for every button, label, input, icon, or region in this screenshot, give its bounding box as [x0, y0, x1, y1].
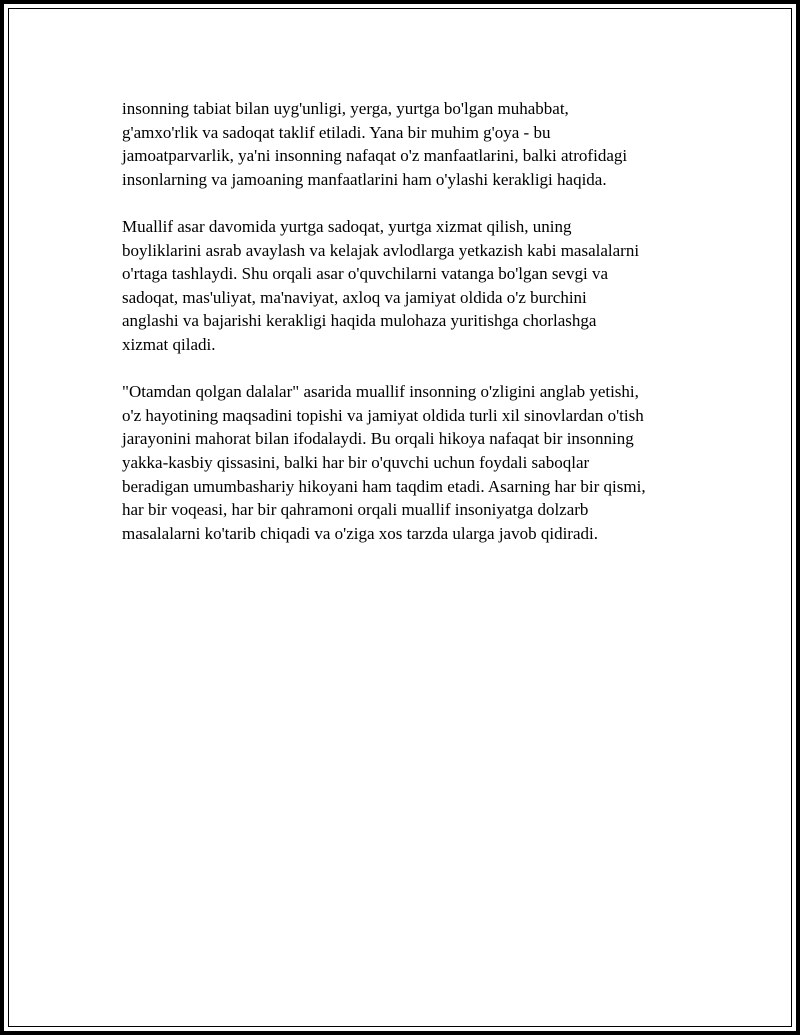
text-line: sadoqat, mas'uliyat, ma'naviyat, axloq va jamiyat oldida o'z burchini: [122, 287, 587, 307]
text-line: Muallif asar davomida yurtga sadoqat, yurtga xizmat qilish, uning: [122, 216, 572, 236]
text-line: boyliklarini asrab avaylash va kelajak avlodlarga yetkazish kabi masalalarni: [122, 240, 640, 260]
text-line: "Otamdan qolgan dalalar" asarida muallif insonning o'zligini anglab yetishi,: [122, 382, 639, 402]
document-body: [122, 97, 712, 569]
text-line: insonlarning va jamoaning manfaatlarini ham o'ylashi kerakligi haqida.: [122, 169, 607, 189]
text-line: anglashi va bajarishi kerakligi haqida mulohaza yuritishga chorlashga: [122, 311, 597, 331]
text-line: masalalarni ko'tarib chiqadi va o'ziga xos tarzda ularga javob qidiradi.: [122, 523, 598, 543]
text-line: o'z hayotining maqsadini topishi va jamiyat oldida turli xil sinovlardan o'tish: [122, 405, 644, 425]
text-line: yakka-kasbiy qissasini, balki har bir o'quvchi uchun foydali saboqlar: [122, 452, 590, 472]
text-line: insonning tabiat bilan uyg'unligi, yerga, yurtga bo'lgan muhabbat,: [122, 99, 569, 118]
paragraph-1: [122, 97, 712, 191]
text-line: beradigan umumbashariy hikoyani ham taqdim etadi. Asarning har bir qismi,: [122, 476, 646, 496]
text-line: xizmat qiladi.: [122, 334, 216, 354]
text-line: jarayonini mahorat bilan ifodalaydi. Bu orqali hikoya nafaqat bir insonning: [122, 429, 634, 449]
paragraph-3: [122, 380, 712, 545]
text-line: g'amxo'rlik va sadoqat taklif etiladi. Yana bir muhim g'oya - bu: [122, 122, 551, 142]
text-line: har bir voqeasi, har bir qahramoni orqali muallif insoniyatga dolzarb: [122, 500, 589, 520]
text-line: o'rtaga tashlaydi. Shu orqali asar o'quvchilarni vatanga bo'lgan sevgi va: [122, 264, 608, 284]
text-line: jamoatparvarlik, ya'ni insonning nafaqat o'z manfaatlarini, balki atrofidagi: [122, 146, 628, 166]
paragraph-2: [122, 215, 712, 357]
